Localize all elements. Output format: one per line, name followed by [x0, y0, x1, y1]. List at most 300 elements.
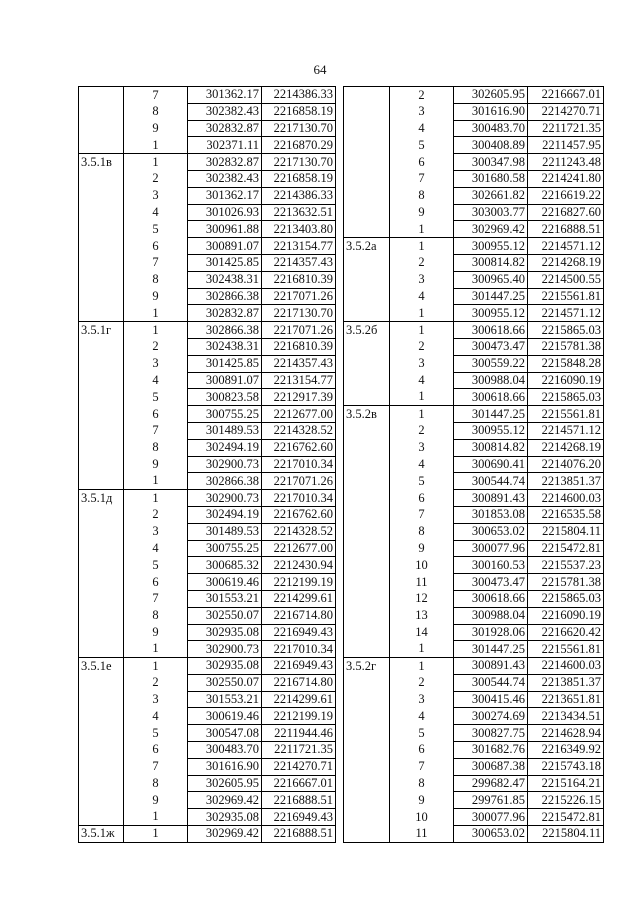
point-number-cell: 6 — [390, 490, 454, 507]
point-number-cell: 1 — [124, 658, 188, 675]
section-cell — [79, 607, 124, 624]
section-cell — [79, 187, 124, 204]
x-coordinate-cell: 301362.17 — [188, 187, 262, 204]
x-coordinate-cell: 300483.70 — [454, 120, 528, 137]
y-coordinate-cell: 2216810.39 — [262, 338, 336, 355]
table-row — [344, 338, 604, 355]
point-number-cell: 4 — [390, 372, 454, 389]
x-coordinate-cell: 302866.38 — [188, 473, 262, 490]
point-number-cell: 6 — [390, 154, 454, 171]
x-coordinate-cell: 300814.82 — [454, 439, 528, 456]
point-number-cell: 9 — [390, 540, 454, 557]
x-coordinate-cell: 300891.07 — [188, 372, 262, 389]
point-number-cell: 12 — [390, 590, 454, 607]
y-coordinate-cell: 2212199.19 — [262, 708, 336, 725]
section-cell — [344, 120, 390, 137]
section-cell — [79, 120, 124, 137]
x-coordinate-cell: 300160.53 — [454, 557, 528, 574]
y-coordinate-cell: 2216619.22 — [528, 187, 604, 204]
x-coordinate-cell: 302935.08 — [188, 624, 262, 641]
table-row — [344, 422, 604, 439]
x-coordinate-cell: 302605.95 — [188, 775, 262, 792]
x-coordinate-cell: 300473.47 — [454, 338, 528, 355]
y-coordinate-cell: 2215561.81 — [528, 406, 604, 423]
point-number-cell: 2 — [124, 170, 188, 187]
y-coordinate-cell: 2213434.51 — [528, 708, 604, 725]
table-row — [344, 322, 604, 339]
point-number-cell: 4 — [124, 708, 188, 725]
x-coordinate-cell: 301928.06 — [454, 624, 528, 641]
x-coordinate-cell: 300547.08 — [188, 725, 262, 742]
table-row — [344, 238, 604, 255]
point-number-cell: 5 — [124, 557, 188, 574]
table-row — [344, 691, 604, 708]
section-cell — [79, 624, 124, 641]
y-coordinate-cell: 2214299.61 — [262, 590, 336, 607]
x-coordinate-cell: 302550.07 — [188, 607, 262, 624]
point-number-cell: 1 — [390, 305, 454, 322]
y-coordinate-cell: 2211944.46 — [262, 725, 336, 742]
x-coordinate-cell: 300891.43 — [454, 490, 528, 507]
y-coordinate-cell: 2216949.43 — [262, 624, 336, 641]
table-row — [79, 338, 336, 355]
table-row — [344, 473, 604, 490]
point-number-cell: 5 — [124, 725, 188, 742]
y-coordinate-cell: 2214600.03 — [528, 490, 604, 507]
section-cell — [79, 708, 124, 725]
section-cell — [344, 490, 390, 507]
table-row — [344, 557, 604, 574]
y-coordinate-cell: 2212677.00 — [262, 406, 336, 423]
x-coordinate-cell: 302900.73 — [188, 490, 262, 507]
point-number-cell: 11 — [390, 826, 454, 843]
y-coordinate-cell: 2217071.26 — [262, 322, 336, 339]
table-row — [344, 439, 604, 456]
y-coordinate-cell: 2211721.35 — [528, 120, 604, 137]
table-row — [79, 641, 336, 658]
y-coordinate-cell: 2216949.43 — [262, 658, 336, 675]
section-cell — [344, 170, 390, 187]
y-coordinate-cell: 2214357.43 — [262, 254, 336, 271]
table-row — [344, 137, 604, 154]
point-number-cell: 8 — [124, 103, 188, 120]
y-coordinate-cell: 2216888.51 — [262, 792, 336, 809]
x-coordinate-cell: 300823.58 — [188, 389, 262, 406]
y-coordinate-cell: 2214241.80 — [528, 170, 604, 187]
table-row — [344, 170, 604, 187]
point-number-cell: 3 — [390, 271, 454, 288]
point-number-cell: 9 — [124, 120, 188, 137]
point-number-cell: 2 — [390, 87, 454, 104]
x-coordinate-cell: 299682.47 — [454, 775, 528, 792]
point-number-cell: 10 — [390, 809, 454, 826]
section-cell — [79, 372, 124, 389]
x-coordinate-cell: 300827.75 — [454, 725, 528, 742]
section-cell — [79, 523, 124, 540]
section-cell — [344, 456, 390, 473]
y-coordinate-cell: 2213851.37 — [528, 674, 604, 691]
x-coordinate-cell: 302661.82 — [454, 187, 528, 204]
y-coordinate-cell: 2212430.94 — [262, 557, 336, 574]
section-cell — [79, 137, 124, 154]
x-coordinate-cell: 300619.46 — [188, 574, 262, 591]
section-cell — [344, 355, 390, 372]
section-cell — [79, 439, 124, 456]
table-row — [79, 590, 336, 607]
section-cell — [344, 439, 390, 456]
y-coordinate-cell: 2216888.51 — [262, 826, 336, 843]
x-coordinate-cell: 301362.17 — [188, 87, 262, 104]
point-number-cell: 2 — [124, 674, 188, 691]
y-coordinate-cell: 2215164.21 — [528, 775, 604, 792]
table-row — [344, 826, 604, 843]
page-number: 64 — [313, 62, 327, 77]
x-coordinate-cell: 302866.38 — [188, 322, 262, 339]
table-row — [79, 170, 336, 187]
y-coordinate-cell: 2214386.33 — [262, 187, 336, 204]
table-row — [344, 288, 604, 305]
table-row — [79, 826, 336, 843]
y-coordinate-cell: 2216535.58 — [528, 506, 604, 523]
y-coordinate-cell: 2213403.80 — [262, 221, 336, 238]
table-row — [79, 355, 336, 372]
point-number-cell: 6 — [124, 238, 188, 255]
point-number-cell: 8 — [390, 187, 454, 204]
y-coordinate-cell: 2213851.37 — [528, 473, 604, 490]
point-number-cell: 7 — [390, 758, 454, 775]
table-row — [344, 540, 604, 557]
section-cell — [344, 271, 390, 288]
point-number-cell: 8 — [124, 271, 188, 288]
y-coordinate-cell: 2215848.28 — [528, 355, 604, 372]
point-number-cell: 8 — [390, 523, 454, 540]
table-row — [79, 506, 336, 523]
x-coordinate-cell: 300685.32 — [188, 557, 262, 574]
table-row — [344, 658, 604, 675]
y-coordinate-cell: 2214357.43 — [262, 355, 336, 372]
x-coordinate-cell: 301425.85 — [188, 254, 262, 271]
point-number-cell: 5 — [124, 389, 188, 406]
point-number-cell: 8 — [124, 607, 188, 624]
x-coordinate-cell: 300274.69 — [454, 708, 528, 725]
x-coordinate-cell: 303003.77 — [454, 204, 528, 221]
point-number-cell: 7 — [124, 254, 188, 271]
table-row — [344, 725, 604, 742]
x-coordinate-cell: 300077.96 — [454, 809, 528, 826]
y-coordinate-cell: 2216762.60 — [262, 506, 336, 523]
table-row — [344, 389, 604, 406]
x-coordinate-cell: 300891.43 — [454, 658, 528, 675]
table-row — [79, 742, 336, 759]
point-number-cell: 3 — [390, 439, 454, 456]
table-row — [344, 254, 604, 271]
table-row — [79, 523, 336, 540]
section-cell — [79, 238, 124, 255]
table-row — [79, 221, 336, 238]
section-cell — [79, 809, 124, 826]
y-coordinate-cell: 2214571.12 — [528, 305, 604, 322]
table-row — [79, 305, 336, 322]
point-number-cell: 3 — [124, 691, 188, 708]
x-coordinate-cell: 301489.53 — [188, 422, 262, 439]
table-row — [79, 708, 336, 725]
y-coordinate-cell: 2215865.03 — [528, 590, 604, 607]
table-row — [79, 691, 336, 708]
table-row — [79, 792, 336, 809]
point-number-cell: 9 — [124, 792, 188, 809]
section-cell — [344, 607, 390, 624]
table-row — [79, 120, 336, 137]
y-coordinate-cell: 2215865.03 — [528, 389, 604, 406]
x-coordinate-cell: 301682.76 — [454, 742, 528, 759]
x-coordinate-cell: 302550.07 — [188, 674, 262, 691]
point-number-cell: 4 — [124, 372, 188, 389]
y-coordinate-cell: 2211457.95 — [528, 137, 604, 154]
table-row — [79, 607, 336, 624]
point-number-cell: 6 — [124, 574, 188, 591]
table-row — [344, 809, 604, 826]
table-row — [344, 624, 604, 641]
table-row — [344, 708, 604, 725]
y-coordinate-cell: 2216858.19 — [262, 170, 336, 187]
x-coordinate-cell: 301447.25 — [454, 406, 528, 423]
table-row — [344, 221, 604, 238]
y-coordinate-cell: 2215781.38 — [528, 338, 604, 355]
y-coordinate-cell: 2212199.19 — [262, 574, 336, 591]
x-coordinate-cell: 301553.21 — [188, 590, 262, 607]
section-cell — [79, 758, 124, 775]
point-number-cell: 1 — [124, 154, 188, 171]
section-cell — [344, 137, 390, 154]
section-cell — [79, 742, 124, 759]
x-coordinate-cell: 300653.02 — [454, 826, 528, 843]
section-cell — [79, 87, 124, 104]
point-number-cell: 3 — [124, 523, 188, 540]
x-coordinate-cell: 301026.93 — [188, 204, 262, 221]
y-coordinate-cell: 2214386.33 — [262, 87, 336, 104]
section-cell — [344, 742, 390, 759]
y-coordinate-cell: 2216667.01 — [262, 775, 336, 792]
table-row — [79, 490, 336, 507]
section-cell — [344, 254, 390, 271]
table-row — [79, 271, 336, 288]
table-row — [344, 523, 604, 540]
section-cell — [79, 557, 124, 574]
section-cell — [79, 338, 124, 355]
y-coordinate-cell: 2216810.39 — [262, 271, 336, 288]
y-coordinate-cell: 2217071.26 — [262, 288, 336, 305]
y-coordinate-cell: 2215865.03 — [528, 322, 604, 339]
point-number-cell: 1 — [124, 305, 188, 322]
section-cell: 3.5.1д — [79, 490, 124, 507]
table-row — [79, 574, 336, 591]
point-number-cell: 1 — [124, 826, 188, 843]
y-coordinate-cell: 2217010.34 — [262, 456, 336, 473]
x-coordinate-cell: 300473.47 — [454, 574, 528, 591]
section-cell — [344, 826, 390, 843]
y-coordinate-cell: 2214571.12 — [528, 422, 604, 439]
x-coordinate-cell: 302832.87 — [188, 154, 262, 171]
section-cell: 3.5.1ж — [79, 826, 124, 843]
coordinates-table-right — [343, 86, 604, 843]
x-coordinate-cell: 300814.82 — [454, 254, 528, 271]
x-coordinate-cell: 300687.38 — [454, 758, 528, 775]
x-coordinate-cell: 300559.22 — [454, 355, 528, 372]
table-row — [344, 154, 604, 171]
y-coordinate-cell: 2216858.19 — [262, 103, 336, 120]
point-number-cell: 13 — [390, 607, 454, 624]
section-cell — [344, 540, 390, 557]
section-cell — [344, 87, 390, 104]
point-number-cell: 10 — [390, 557, 454, 574]
table-row — [79, 187, 336, 204]
table-row — [344, 87, 604, 104]
y-coordinate-cell: 2214076.20 — [528, 456, 604, 473]
y-coordinate-cell: 2214500.55 — [528, 271, 604, 288]
point-number-cell: 4 — [124, 540, 188, 557]
section-cell — [344, 221, 390, 238]
y-coordinate-cell: 2216090.19 — [528, 607, 604, 624]
y-coordinate-cell: 2215743.18 — [528, 758, 604, 775]
y-coordinate-cell: 2214600.03 — [528, 658, 604, 675]
y-coordinate-cell: 2213154.77 — [262, 372, 336, 389]
x-coordinate-cell: 302605.95 — [454, 87, 528, 104]
section-cell — [79, 305, 124, 322]
y-coordinate-cell: 2215561.81 — [528, 288, 604, 305]
y-coordinate-cell: 2211721.35 — [262, 742, 336, 759]
table-row — [79, 624, 336, 641]
point-number-cell: 8 — [390, 775, 454, 792]
x-coordinate-cell: 300961.88 — [188, 221, 262, 238]
x-coordinate-cell: 301489.53 — [188, 523, 262, 540]
table-row — [79, 658, 336, 675]
table-row — [79, 809, 336, 826]
x-coordinate-cell: 302494.19 — [188, 506, 262, 523]
point-number-cell: 1 — [390, 322, 454, 339]
point-number-cell: 6 — [390, 742, 454, 759]
section-cell: 3.5.1в — [79, 154, 124, 171]
point-number-cell: 1 — [124, 322, 188, 339]
y-coordinate-cell: 2216714.80 — [262, 607, 336, 624]
point-number-cell: 5 — [124, 221, 188, 238]
x-coordinate-cell: 302969.42 — [454, 221, 528, 238]
table-row — [344, 271, 604, 288]
point-number-cell: 6 — [124, 406, 188, 423]
point-number-cell: 4 — [390, 456, 454, 473]
point-number-cell: 1 — [124, 490, 188, 507]
x-coordinate-cell: 302900.73 — [188, 641, 262, 658]
point-number-cell: 1 — [124, 137, 188, 154]
x-coordinate-cell: 300415.46 — [454, 691, 528, 708]
point-number-cell: 8 — [124, 775, 188, 792]
point-number-cell: 5 — [390, 473, 454, 490]
x-coordinate-cell: 300955.12 — [454, 422, 528, 439]
point-number-cell: 4 — [390, 708, 454, 725]
point-number-cell: 2 — [390, 254, 454, 271]
x-coordinate-cell: 301680.58 — [454, 170, 528, 187]
section-cell: 3.5.1е — [79, 658, 124, 675]
table-row — [344, 187, 604, 204]
y-coordinate-cell: 2215804.11 — [528, 826, 604, 843]
section-cell: 3.5.1г — [79, 322, 124, 339]
x-coordinate-cell: 300755.25 — [188, 406, 262, 423]
y-coordinate-cell: 2216888.51 — [528, 221, 604, 238]
point-number-cell: 1 — [390, 641, 454, 658]
table-row — [344, 775, 604, 792]
point-number-cell: 7 — [124, 422, 188, 439]
table-row — [344, 607, 604, 624]
point-number-cell: 9 — [390, 792, 454, 809]
x-coordinate-cell: 299761.85 — [454, 792, 528, 809]
section-cell — [344, 708, 390, 725]
section-cell — [79, 641, 124, 658]
x-coordinate-cell: 300653.02 — [454, 523, 528, 540]
point-number-cell: 2 — [390, 674, 454, 691]
x-coordinate-cell: 300483.70 — [188, 742, 262, 759]
point-number-cell: 1 — [390, 658, 454, 675]
section-cell — [344, 758, 390, 775]
coordinates-table-left — [78, 86, 336, 843]
section-cell — [344, 473, 390, 490]
point-number-cell: 9 — [124, 456, 188, 473]
point-number-cell: 1 — [124, 473, 188, 490]
section-cell — [79, 254, 124, 271]
x-coordinate-cell: 301425.85 — [188, 355, 262, 372]
section-cell — [344, 288, 390, 305]
x-coordinate-cell: 302969.42 — [188, 826, 262, 843]
section-cell — [344, 624, 390, 641]
table-row — [79, 322, 336, 339]
table-row — [344, 305, 604, 322]
y-coordinate-cell: 2211243.48 — [528, 154, 604, 171]
section-cell — [79, 506, 124, 523]
point-number-cell: 1 — [390, 406, 454, 423]
section-cell — [344, 523, 390, 540]
table-row — [79, 406, 336, 423]
x-coordinate-cell: 301447.25 — [454, 288, 528, 305]
section-cell — [344, 154, 390, 171]
point-number-cell: 4 — [390, 288, 454, 305]
point-number-cell: 2 — [390, 422, 454, 439]
y-coordinate-cell: 2216667.01 — [528, 87, 604, 104]
point-number-cell: 3 — [390, 355, 454, 372]
table-row — [344, 406, 604, 423]
y-coordinate-cell: 2213651.81 — [528, 691, 604, 708]
point-number-cell: 9 — [124, 288, 188, 305]
y-coordinate-cell: 2215804.11 — [528, 523, 604, 540]
section-cell — [344, 725, 390, 742]
section-cell — [344, 506, 390, 523]
y-coordinate-cell: 2214268.19 — [528, 254, 604, 271]
section-cell — [344, 103, 390, 120]
y-coordinate-cell: 2213154.77 — [262, 238, 336, 255]
table-row — [79, 288, 336, 305]
section-cell — [344, 338, 390, 355]
point-number-cell: 9 — [390, 204, 454, 221]
section-cell — [79, 355, 124, 372]
x-coordinate-cell: 302832.87 — [188, 305, 262, 322]
y-coordinate-cell: 2216827.60 — [528, 204, 604, 221]
point-number-cell: 2 — [124, 338, 188, 355]
section-cell — [79, 674, 124, 691]
point-number-cell: 9 — [124, 624, 188, 641]
section-cell — [79, 725, 124, 742]
y-coordinate-cell: 2215472.81 — [528, 540, 604, 557]
section-cell: 3.5.2б — [344, 322, 390, 339]
point-number-cell: 1 — [124, 641, 188, 658]
x-coordinate-cell: 302969.42 — [188, 792, 262, 809]
section-cell — [79, 456, 124, 473]
